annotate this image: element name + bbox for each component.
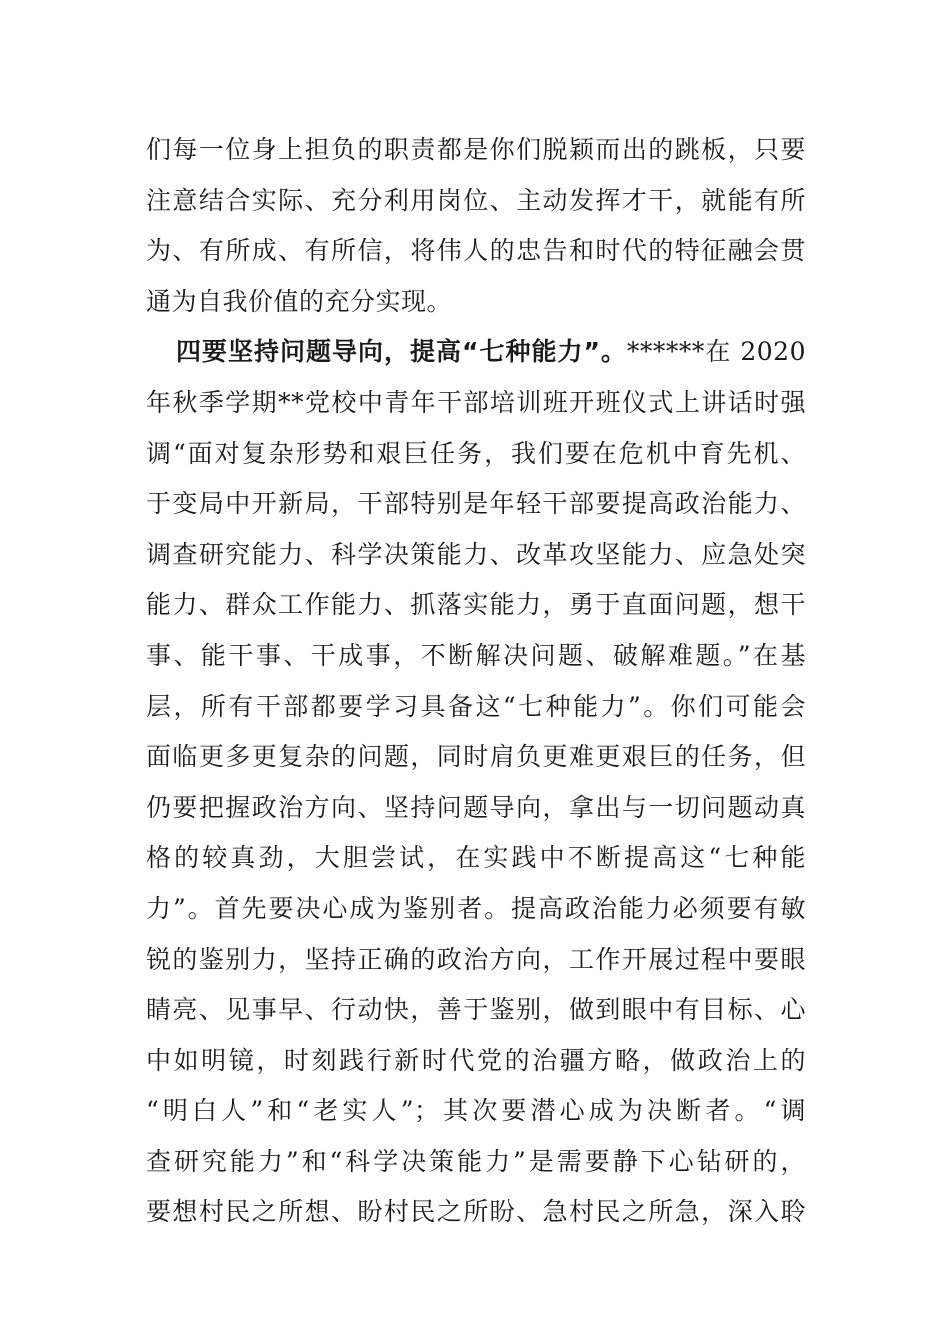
paragraph-line: 中如明镜，时刻践行新时代党的治疆方略，做政治上的 <box>146 1045 806 1075</box>
body-text <box>146 125 806 1238</box>
heading-line-continuation: ******在 2020 <box>626 337 806 367</box>
paragraph-line: 层，所有干部都要学习具备这“七种能力”。你们可能会 <box>146 691 806 721</box>
paragraph-line: 锐的鉴别力，坚持正确的政治方向，工作开展过程中要眼 <box>146 944 806 974</box>
paragraph-line: 为、有所成、有所信，将伟人的忠告和时代的特征融会贯 <box>146 236 806 266</box>
paragraph-line: 于变局中开新局，干部特别是年轻干部要提高政治能力、 <box>146 489 806 519</box>
paragraph-line: 年秋季学期**党校中青年干部培训班开班仪式上讲话时强 <box>146 387 806 417</box>
paragraph-line: 事、能干事、干成事，不断解决问题、破解难题。”在基 <box>146 640 806 670</box>
paragraph-line: “明白人”和“老实人”；其次要潜心成为决断者。“调 <box>146 1096 806 1126</box>
paragraph-line: 注意结合实际、充分利用岗位、主动发挥才干，就能有所 <box>146 185 806 215</box>
paragraph-line: 仍要把握政治方向、坚持问题导向，拿出与一切问题动真 <box>146 792 806 822</box>
section-heading: 四要坚持问题导向，提高“七种能力”。 <box>176 337 627 367</box>
paragraph-line: 面临更多更复杂的问题，同时肩负更难更艰巨的任务，但 <box>146 742 806 772</box>
paragraph-line: 调查研究能力、科学决策能力、改革攻坚能力、应急处突 <box>146 539 806 569</box>
paragraph-line: 格的较真劲，大胆尝试，在实践中不断提高这“七种能 <box>146 843 806 873</box>
paragraph-line: 调“面对复杂形势和艰巨任务，我们要在危机中育先机、 <box>146 438 806 468</box>
paragraph-heading-line <box>146 327 806 378</box>
paragraph-line: 们每一位身上担负的职责都是你们脱颖而出的跳板，只要 <box>146 135 806 164</box>
paragraph-line: 通为自我价值的充分实现。 <box>146 286 453 316</box>
paragraph-line: 睛亮、见事早、行动快，善于鉴别，做到眼中有目标、心 <box>146 995 806 1025</box>
paragraph-line: 力”。首先要决心成为鉴别者。提高政治能力必须要有敏 <box>146 893 806 923</box>
paragraph-line: 查研究能力”和“科学决策能力”是需要静下心钻研的， <box>146 1146 806 1176</box>
paragraph-line: 要想村民之所想、盼村民之所盼、急村民之所急，深入聆 <box>146 1197 806 1227</box>
paragraph-line: 能力、群众工作能力、抓落实能力，勇于直面问题，想干 <box>146 590 806 620</box>
